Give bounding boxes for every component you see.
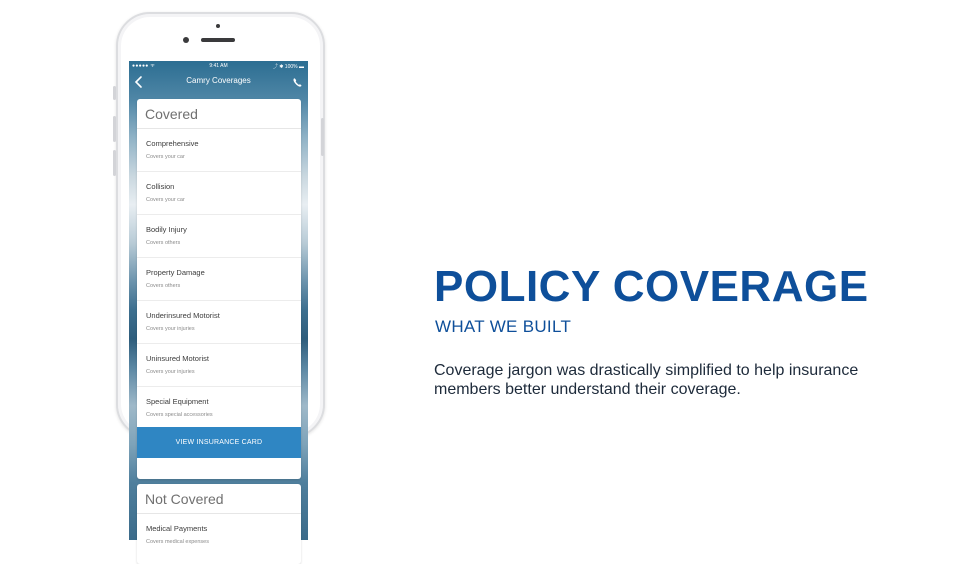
slide-body-text: Coverage jargon was drastically simplified to help insurance members better understand their coverage.	[434, 362, 859, 398]
status-time: 9:41 AM	[209, 63, 228, 69]
coverage-title: Bodily Injury	[146, 225, 187, 234]
coverage-row-bodily-injury[interactable]	[137, 215, 301, 258]
coverage-row-special-equipment[interactable]	[137, 387, 301, 429]
coverage-title: Uninsured Motorist	[146, 354, 209, 363]
coverage-title: Collision	[146, 182, 175, 191]
coverage-title: Underinsured Motorist	[146, 311, 220, 320]
coverage-title: Special Equipment	[146, 397, 209, 406]
signal-indicator: ●●●●● ᯤ	[132, 63, 156, 69]
coverage-subtitle: Covers others	[146, 240, 181, 246]
covered-header: Covered	[137, 99, 301, 129]
not-covered-header: Not Covered	[137, 484, 301, 514]
coverage-subtitle: Covers your injuries	[146, 369, 195, 375]
coverage-subtitle: Covers others	[146, 283, 181, 289]
page-title: Camry Coverages	[186, 76, 251, 85]
coverage-row-medical-payments[interactable]	[137, 514, 301, 556]
coverage-subtitle: Covers your car	[146, 154, 185, 160]
navigation-bar	[129, 70, 308, 98]
coverage-row-uninsured-motorist[interactable]	[137, 344, 301, 387]
coverage-subtitle: Covers your car	[146, 197, 185, 203]
coverage-subtitle: Covers your injuries	[146, 326, 195, 332]
phone-volume-down	[113, 150, 116, 176]
battery-indicator: ⤴ ✱ 100% ▬	[272, 64, 304, 70]
coverage-subtitle: Covers special accessories	[146, 412, 213, 418]
covered-card	[137, 99, 301, 479]
coverage-subtitle: Covers medical expenses	[146, 539, 209, 545]
phone-volume-up	[113, 116, 116, 142]
chevron-left-icon[interactable]	[133, 75, 145, 89]
coverage-row-underinsured-motorist[interactable]	[137, 301, 301, 344]
phone-screen	[129, 61, 308, 545]
status-bar	[129, 61, 308, 70]
slide-subhead: WHAT WE BUILT	[435, 317, 572, 336]
coverage-title: Property Damage	[146, 268, 205, 277]
coverage-row-property-damage[interactable]	[137, 258, 301, 301]
front-camera	[183, 37, 189, 43]
view-insurance-card-button[interactable]: VIEW INSURANCE CARD	[137, 427, 301, 458]
coverage-title: Medical Payments	[146, 524, 208, 533]
slide-headline: POLICY COVERAGE	[434, 262, 869, 311]
phone-mute-switch	[113, 86, 116, 100]
coverage-row-comprehensive[interactable]	[137, 129, 301, 172]
phone-power-button	[321, 118, 324, 156]
not-covered-card	[137, 484, 301, 564]
coverage-title: Comprehensive	[146, 139, 199, 148]
earpiece-speaker	[201, 38, 235, 42]
proximity-sensor	[216, 24, 220, 28]
phone-icon[interactable]	[292, 75, 303, 86]
coverage-row-collision[interactable]	[137, 172, 301, 215]
